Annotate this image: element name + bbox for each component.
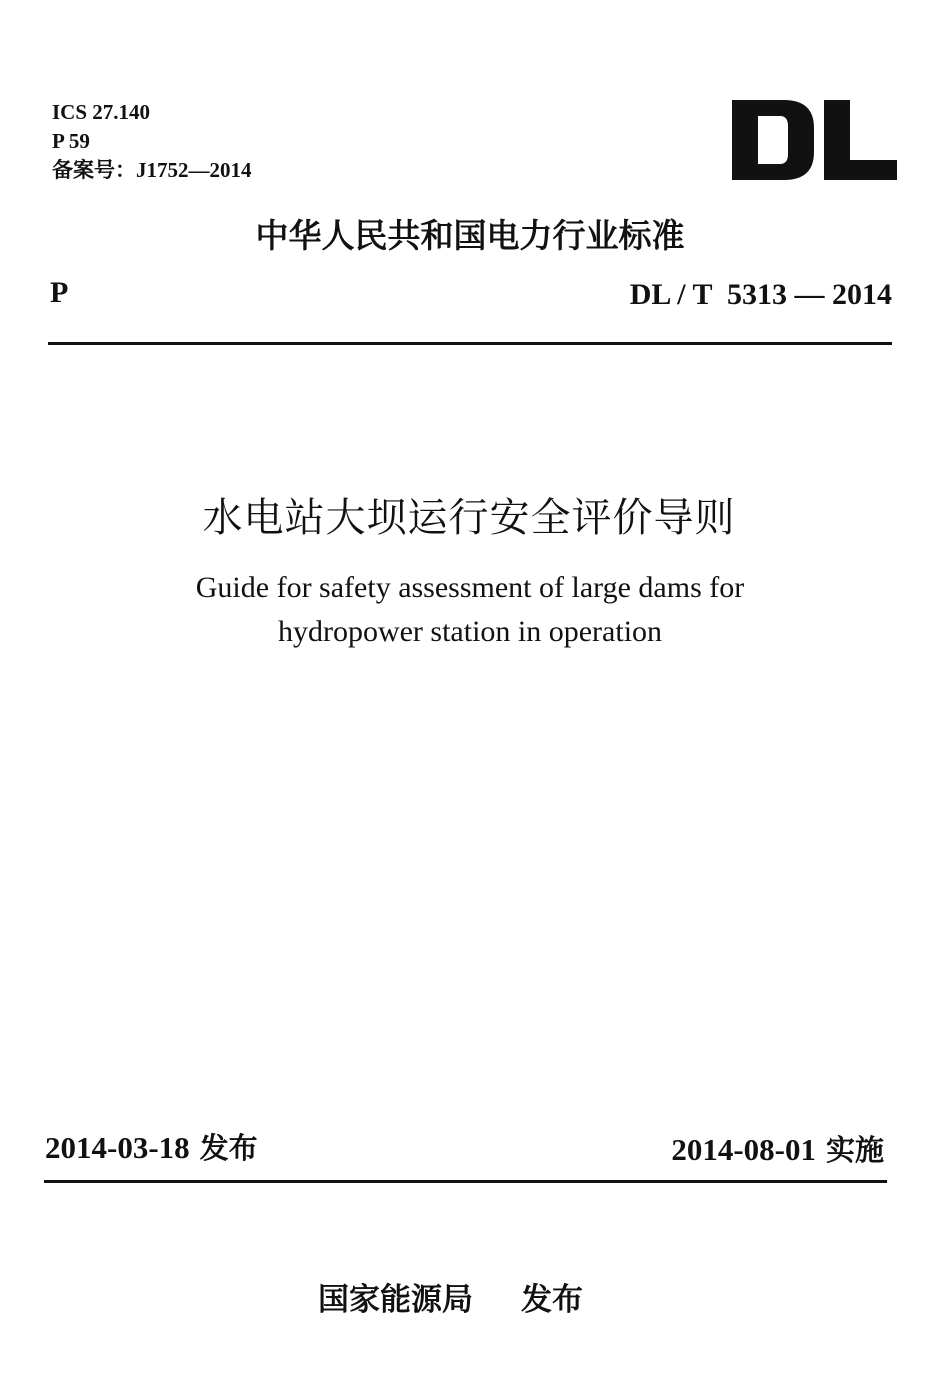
dl-logo <box>732 100 897 180</box>
document-title-chinese: 水电站大坝运行安全评价导则 <box>202 495 736 541</box>
dl-logo-letter-d <box>732 100 814 180</box>
publisher-action: 发布 <box>521 1282 583 1318</box>
ics-code: ICS 27.140 <box>52 100 151 124</box>
publisher-name: 国家能源局 <box>318 1282 473 1318</box>
effective-date: 2014-08-01 <box>671 1132 816 1167</box>
english-title-line-2: hydropower station in operation <box>277 615 663 648</box>
industry-standard-title: 中华人民共和国电力行业标准 <box>255 216 685 255</box>
issue-date: 2014-03-18 <box>45 1130 190 1165</box>
bottom-divider <box>44 1180 887 1183</box>
issue-label: 发布 <box>199 1131 258 1165</box>
classification-block <box>52 98 252 185</box>
issue-date-block <box>45 1126 258 1167</box>
category-code: P 59 <box>52 129 90 153</box>
document-title-english <box>0 566 950 654</box>
english-title-line-1: Guide for safety assessment of large dams for <box>195 571 745 604</box>
standard-number: DL / T 5313 — 2014 <box>629 278 892 311</box>
dl-logo-letter-l <box>824 100 897 180</box>
category-letter: P <box>50 276 69 309</box>
top-divider <box>48 342 892 345</box>
publisher-block <box>318 1274 583 1319</box>
record-number: 备案号：J1752—2014 <box>52 158 252 182</box>
effective-date-block <box>671 1128 884 1169</box>
effective-label: 实施 <box>825 1133 884 1167</box>
